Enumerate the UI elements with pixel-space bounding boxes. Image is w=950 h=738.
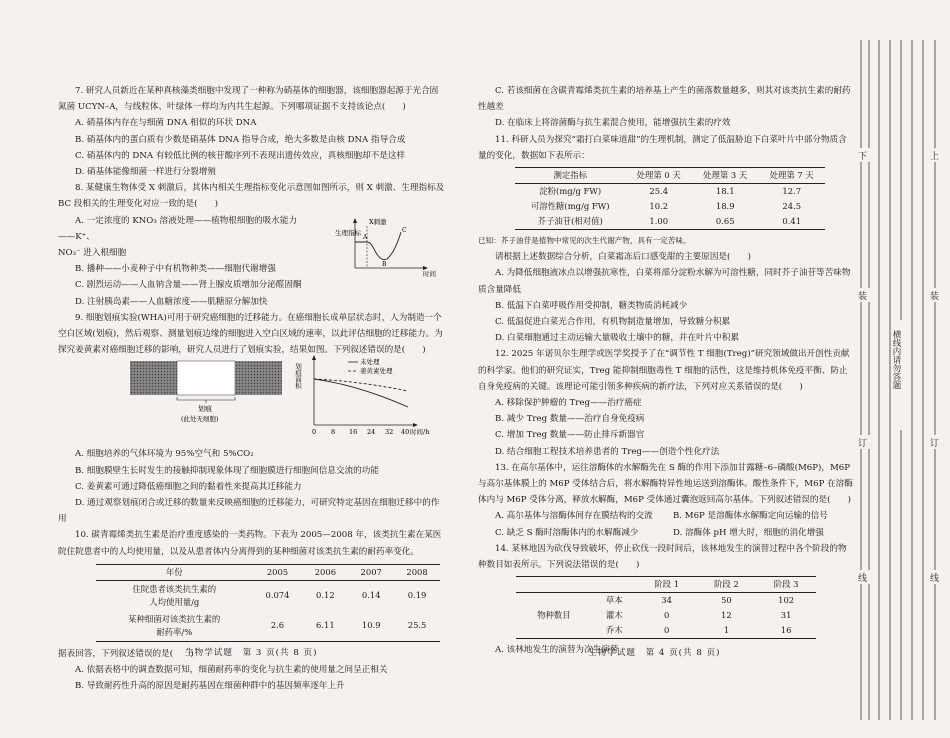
q10-option-b: B. 导致耐药性升高的原因是耐药基因在细菌种群中的基因频率逐年上升 [75,681,345,692]
q11-option-a: A. 为降低细胞液冰点以增强抗寒性，白菜将部分淀粉水解为可溶性糖，同时芥子油苷等苦味物质含量降低 [478,268,851,295]
q9-fig-legend-curcumin: 姜黄素处理 [360,367,393,375]
table-cell: 10.2 [649,201,669,212]
table-cell: 草本 [605,595,623,606]
table-cell: 10.9 [361,620,381,631]
table-cell: 50 [721,595,732,606]
tick-label: 32 [385,428,394,436]
q9-stem: 9. 细胞划痕实验(WHA)可用于研究癌细胞的迁移能力。在癌细胞长成单层状态时，人为制造一个空白区域(划痕)，然后观察、测量划痕边缘的细胞进入空白区域的速率，以此评估细胞的迁移能力。为探究姜黄素对癌细胞迁移的影响，研究人员进行了划痕实验，结果如图。下列叙述错误的是( ) [58,312,443,356]
question-12 [478,346,853,459]
question-13 [478,460,853,541]
q10-header-2008: 2008 [394,564,440,580]
q8-option-a-cont: NO₃⁻ 进入根细胞 [58,248,127,259]
table-cell: 0.14 [361,590,381,601]
tick-label: 40 [401,428,410,436]
table-cell: 1.00 [649,216,669,227]
q14-header-stage2: 阶段 2 [697,577,757,593]
q13-option-a: A. 高尔基体与溶酶体间存在膜结构的交流 [495,511,653,522]
q7-option-b: B. 硝基体内的蛋白质有少数是硝基体 DNA 指导合成，绝大多数是由核 DNA 指导合成 [75,134,406,145]
q9-option-c: C. 姜黄素可通过降低癌细胞之间的黏着性来提高其迁移能力 [75,481,302,492]
q13-option-b: B. M6P 是溶酶体水解酶定向运输的信号 [673,511,828,522]
table-cell: 24.5 [782,201,802,212]
question-11 [478,132,853,347]
q14-group-label: 物种数目 [537,610,571,621]
q10-option-d: D. 在临床上将溶菌酶与抗生素混合使用，能增强抗生素的疗效 [495,118,731,129]
q9-fig-x-ticks [312,428,409,436]
q10-row-resistance [96,611,440,642]
q13-stem: 13. 在高尔基体中，运往溶酶体的水解酶先在 S 酶的作用下添加甘露糖–6–磷酸(M6P)，M6P 与高尔基体膜上的 M6P 受体结合后，将水解酶特异性地运送到溶酶体。酸性条件下，M6P 在溶酶体内与 M6P 受体分离，释放水解酶，M6P 受体通过囊泡返回高尔基体。下列叙述错误的是( ) [478,462,853,506]
table-cell: 0.41 [782,216,802,227]
table-cell: 2.6 [270,620,285,631]
binding-label-down: 下 [858,152,868,162]
q11-note: 已知：芥子油苷是植物中常见的次生代谢产物，具有一定苦味。 [478,236,691,246]
q9-fig-y-label: 划痕面积 [294,363,302,389]
q10-row2-label-b: 耐药率/% [156,626,193,637]
table-cell: 0.12 [316,590,335,601]
q9-fig-x-unit: 时间/h [410,428,430,436]
q8-fig-x-label: X刺激 [369,218,387,226]
q10-header-2006: 2006 [302,564,348,580]
table-cell: 0.19 [407,590,427,601]
table-row [515,199,825,214]
q9-fig-legend-untreated: 未处理 [360,358,380,366]
table-cell: 0.65 [715,216,735,227]
table-cell: 灌木 [605,610,623,621]
q11-header-day0: 处理第 0 天 [625,168,692,184]
table-cell: 0 [663,625,670,636]
question-7 [58,83,445,180]
tick-label: 8 [331,428,336,436]
q10-header-year: 年份 [96,564,252,580]
tick-label: 0 [312,428,317,436]
q11-ask: 请根据上述数据综合分析，白菜霜冻后口感变甜的主要原因是( ) [495,252,751,263]
q10-stem: 10. 碳青霉烯类抗生素是治疗重度感染的一类药物。下表为 2005—2008 年，该类抗生素在某医院住院患者中的人均使用量，以及从患者体内分离得到的某种细菌对该类抗生素的耐药率变化。 [58,530,442,557]
q11-header-day7: 处理第 7 天 [758,168,825,184]
q12-option-b: B. 减少 Treg 数量——治疗自身免疫病 [495,414,645,425]
table-cell: 1 [723,625,730,636]
q8-option-a: A. 一定浓度的 KNO₃ 溶液处理——植物根细胞的吸水能力——K⁺、 [58,215,298,242]
binding-label-xian-right: 线 [930,574,940,584]
question-10 [58,527,445,694]
table-cell: 16 [780,625,792,636]
q9-figure [58,355,448,437]
q14-header-stage3: 阶段 3 [756,577,816,593]
q11-header-index: 测定指标 [515,168,625,184]
table-cell: 18.1 [715,186,735,197]
q10-after: 据表回答，下列叙述错误的是( ) [58,648,194,659]
q12-option-d: D. 结合细胞工程技术培养患者的 Treg——创造个性化疗法 [495,446,720,457]
table-cell: 芥子油苷(相对值) [537,216,603,227]
table-cell: 102 [778,595,795,606]
q11-option-d: D. 白菜细胞通过主动运输大量吸收土壤中的糖，并在叶片中积累 [495,333,740,344]
q9-fig-scratch-sub: (此处无细胞) [181,415,219,423]
binding-label-xian-left: 线 [858,574,868,584]
table-cell: 0 [663,610,670,621]
q10-row-usage [96,580,440,611]
q8-fig-point-b: B [382,261,387,268]
q12-stem: 12. 2025 年诺贝尔生理学或医学奖授予了在“调节性 T 细胞(Treg)”研究领域做出开创性贡献的科学家。他们的研究证实，Treg 能抑制细胞毒性 T 细胞的活性，这是维持机体免疫平衡、防止自身免疫病的关键。该理论可能引领多种疾病的新疗法，下列对应关系错误的是( ) [478,349,850,392]
q11-option-b: B. 低温下白菜呼吸作用受抑制，糖类物质消耗减少 [495,300,688,311]
q14-stem: 14. 某林地因为砍伐导致破坏，停止砍伐一段时间后，该林地发生的演替过程中各个阶段的物种数目如表所示。下列说法错误的是( ) [478,543,847,571]
binding-label-zhuang-right: 装 [930,292,940,302]
table-row [515,184,825,200]
q12-option-c: C. 增加 Treg 数量——防止排斥新器官 [495,430,645,441]
binding-label-ding-right: 订 [930,439,940,449]
q14-table [516,576,816,639]
q9-fig-scratch: 划痕 [198,405,212,413]
table-cell: 25.4 [649,186,669,197]
q11-header-day3: 处理第 3 天 [692,168,759,184]
cell-layer-left [130,361,177,395]
question-14 [478,541,853,659]
q8-fig-time-label: 时间 [423,270,436,278]
table-cell: 25.5 [407,620,427,631]
q10-table [96,564,440,642]
q14-option-a: A. 该林地发生的演替为次生演替 [495,645,619,656]
binding-label-zhuang-left: 装 [858,292,868,302]
q12-option-a: A. 移除保护肿瘤的 Treg——治疗癌症 [495,398,642,409]
table-cell: 6.11 [316,620,335,631]
binding-margin [855,30,945,730]
binding-label-up: 上 [930,152,940,162]
q10-row1-label-a: 住院患者该类抗生素的 [132,583,217,594]
q10-header-2007: 2007 [348,564,394,580]
q13-option-c: C. 缺乏 S 酶时溶酶体内的水解酶减少 [495,527,639,538]
table-cell: 31 [780,610,792,621]
q9-option-b: B. 细胞膜壁生长时发生的接触抑制现象体现了细胞膜进行细胞间信息交流的功能 [75,465,379,476]
scratch-area [177,361,235,395]
q8-figure [305,218,450,280]
table-cell: 18.9 [715,201,735,212]
q7-option-a: A. 硝基体内存在与细菌 DNA 相似的环状 DNA [75,118,257,129]
q10-row2-label-a: 某种细菌对该类抗生素的 [128,613,221,624]
q10-header-2005: 2005 [252,564,302,580]
q7-option-c: C. 硝基体内的 DNA 有较低比例的核苷酸序列不表现出遗传效应，真核细胞却不是这样 [75,150,406,161]
binding-warning: 横线内请勿答题 [891,330,901,390]
q9-option-a: A. 细胞培养的气体环境为 95%空气和 5%CO₂ [75,449,254,460]
q11-table [515,167,825,230]
q9-option-d: D. 通过观察划痕闭合或迁移的数量来反映癌细胞的迁移能力，可研究特定基因在细胞迁移中的作用 [58,498,440,525]
q11-option-c: C. 低温促进白菜光合作用，有机物制造量增加，导致糖分积累 [495,317,731,328]
q7-option-d: D. 硝基体能像细菌一样进行分裂增殖 [75,167,216,178]
q8-option-c: C. 剧烈运动——人血钠含量——肾上腺皮质增加分泌醛固酮 [75,280,302,291]
footer-page-3: 生物学试题 第 3 页(共 8 页) [185,648,318,658]
tick-label: 16 [349,428,358,436]
right-column [478,83,853,658]
q10-option-c: C. 若该细菌在含碳青霉烯类抗生素的培养基上产生的菌落数量越多，则其对该类抗生素的耐药性越差 [478,86,851,113]
table-cell: 可溶性糖(mg/g FW) [530,201,610,212]
q8-option-b: B. 播种——小麦种子中有机物种类——细胞代谢增强 [75,264,276,275]
table-cell: 12.7 [782,186,802,197]
q8-fig-point-a: A [363,234,368,241]
q8-option-d: D. 注射胰岛素——人血糖浓度——肌糖原分解加快 [75,296,268,307]
table-cell: 12 [721,610,732,621]
q8-fig-y-label: 生理指标 [335,229,361,237]
tick-label: 24 [367,428,376,436]
table-row [515,214,825,230]
q10-row1-label-b: 人均使用量/g [149,596,200,607]
table-row [516,593,816,609]
q7-stem: 7. 研究人员新近在某种真核藻类细胞中发现了一种称为硝基体的细胞器，该细胞器起源于光合固氮菌 UCYN–A，与线粒体、叶绿体一样均为内共生起源。下列哪项证据不支持该论点( ) [58,86,439,113]
table-cell: 淀粉(mg/g FW) [539,186,602,197]
q14-header-stage1: 阶段 1 [637,577,697,593]
binding-label-ding-left: 订 [858,439,868,449]
cell-layer-right [235,361,282,395]
table-cell: 乔木 [605,625,623,636]
q8-stem: 8. 某健康生物体受 X 刺激后，其体内相关生理指标变化示意图如图所示，则 X 刺激、生理指标及 BC 段相关的生理变化对应一致的是( ) [58,183,445,210]
table-cell: 34 [661,595,672,606]
q8-fig-point-c: C [402,227,407,234]
q13-option-d: D. 溶酶体 pH 增大时，细胞的消化增强 [673,527,824,538]
footer-page-4: 生物学试题 第 4 页(共 8 页) [588,648,721,658]
q10-option-a: A. 依据表格中的调查数据可知，细菌耐药率的变化与抗生素的使用量之间呈正相关 [75,665,388,676]
table-cell: 0.074 [265,590,290,601]
q11-stem: 11. 科研人员为探究“霜打白菜味道甜”的生理机制，测定了低温胁迫下白菜叶片中部分物质含量的变化，数据如下表所示： [478,134,847,161]
